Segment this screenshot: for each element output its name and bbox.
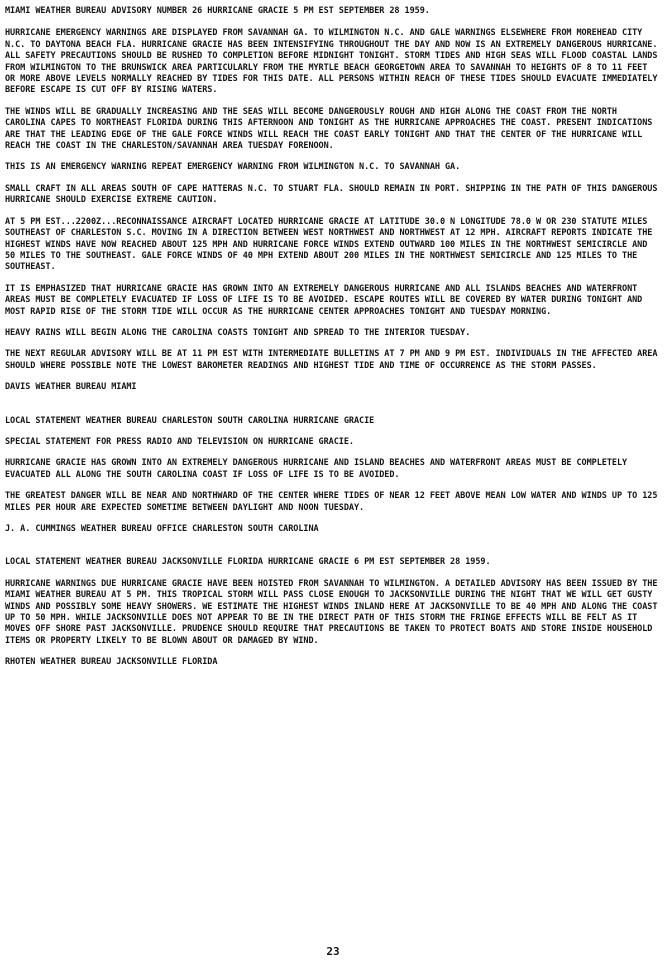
jacksonville-header: LOCAL STATEMENT WEATHER BUREAU JACKSONVILLE FLORIDA HURRICANE GRACIE 6 PM EST SEPTEMBER 28 1959. [5, 557, 491, 568]
advisory-paragraph: SMALL CRAFT IN ALL AREAS SOUTH OF CAPE HATTERAS N.C. TO STUART FLA. SHOULD REMAIN IN PORT. SHIPPING IN THE PATH OF THIS DANGEROUS HURRICANE SHOULD EXERCISE EXTREME CAUTION. [5, 183, 658, 206]
jacksonville-signature: RHOTEN WEATHER BUREAU JACKSONVILLE FLORIDA [5, 657, 218, 668]
advisory-paragraph: HEAVY RAINS WILL BEGIN ALONG THE CAROLINA COASTS TONIGHT AND SPREAD TO THE INTERIOR TUESDAY. [5, 327, 471, 338]
charleston-signature: J. A. CUMMINGS WEATHER BUREAU OFFICE CHARLESTON SOUTH CAROLINA [5, 524, 319, 534]
advisory-paragraph: IT IS EMPHASIZED THAT HURRICANE GRACIE HAS GROWN INTO AN EXTREMELY DANGEROUS HURRICANE AND ALL ISLANDS BEACHES AND WATERFRONT AREAS MUST BE COMPLETELY EVACUATED IF LOSS OF LIFE IS TO BE AVOIDED. ESCAPE ROUTES WILL BE COVERED BY WATER DURING TONIGHT AND MOST RAPID RISE OF THE STORM TIDE WILL OCCUR AS THE HURRICANE CENTER APPROACHES TONIGHT AND TUESDAY MORNING. [5, 283, 643, 317]
advisory-paragraph: AT 5 PM EST...2200Z...RECONNAISSANCE AIRCRAFT LOCATED HURRICANE GRACIE AT LATITUDE 30.0 N LONGITUDE 78.0 W OR 230 STATUTE MILES SOUTHEAST OF CHARLESTON S.C. MOVING IN A DIRECTION BETWEEN WEST NORTHWEST AND NORTHWEST AT 12 MPH. AIRCRAFT REPORTS INDICATE THE HIGHEST WINDS HAVE NOW REACHED ABOUT 125 MPH AND HURRICANE FORCE WINDS EXTEND OUTWARD 100 MILES IN THE NORTHWEST SEMICIRCLE AND 50 MILES TO THE SOUTHEAST. GALE FORCE WINDS OF 40 MPH EXTEND ABOUT 200 MILES IN THE NORTHWEST SEMICIRCLE AND 125 MILES TO THE SOUTHEAST. [5, 216, 653, 273]
jacksonville-statement-section [5, 557, 658, 668]
miami-signature: DAVIS WEATHER BUREAU MIAMI [5, 382, 137, 393]
jacksonville-paragraph: HURRICANE WARNINGS DUE HURRICANE GRACIE HAVE BEEN HOISTED FROM SAVANNAH TO WILMINGTON. A DETAILED ADVISORY HAS BEEN ISSUED BY THE MIAMI WEATHER BUREAU AT 5 PM. THIS TROPICAL STORM WILL PASS CLOSE ENOUGH TO JACKSONVILLE DURING THE NIGHT THAT WE WILL GET GUSTY WINDS AND POSSIBLY SOME HEAVY SHOWERS. WE ESTIMATE THE HIGHEST WINDS INLAND HERE AT JACKSONVILLE TO BE 40 MPH AND ALONG THE COAST UP TO 50 MPH. WHILE JACKSONVILLE DOES NOT APPEAR TO BE IN THE DIRECT PATH OF THIS STORM THE FRINGE EFFECTS WILL BE FELT AS IT MOVES OFF SHORE PAST JACKSONVILLE. PRUDENCE SHOULD REQUIRE THAT PRECAUTIONS BE TAKEN TO PROTECT BOATS AND STORE INSIDE HOUSEHOLD ITEMS OR PROPERTY LIKELY TO BE BLOWN ABOUT OR DAMAGED BY WIND. [5, 578, 658, 646]
page-number: 23 [326, 945, 340, 958]
advisory-paragraph: THIS IS AN EMERGENCY WARNING REPEAT EMERGENCY WARNING FROM WILMINGTON N.C. TO SAVANNAH GA. [5, 162, 461, 173]
charleston-paragraph: SPECIAL STATEMENT FOR PRESS RADIO AND TELEVISION ON HURRICANE GRACIE. [5, 436, 354, 447]
advisory-paragraph: THE NEXT REGULAR ADVISORY WILL BE AT 11 PM EST WITH INTERMEDIATE BULLETINS AT 7 PM AND 9 PM EST. INDIVIDUALS IN THE AFFECTED AREA SHOULD WHERE POSSIBLE NOTE THE LOWEST BAROMETER READINGS AND HIGHEST TIDE AND TIME OF OCCURRENCE AS THE STORM PASSES. [5, 349, 658, 371]
advisory-paragraph: THE WINDS WILL BE GRADUALLY INCREASING AND THE SEAS WILL BECOME DANGEROUSLY ROUGH AND HIGH ALONG THE COAST FROM THE NORTH CAROLINA CAPES TO NORTHEAST FLORIDA DURING THIS AFTERNOON AND TONIGHT AS THE HURRICANE APPROACHES THE COAST. PRESENT INDICATIONS ARE THAT THE LEADING EDGE OF THE GALE FORCE WINDS WILL REACH THE COAST EARLY TONIGHT AND THAT THE CENTER OF THE HURRICANE WILL REACH THE COAST IN THE CHARLESTON/SAVANNAH AREA TUESDAY FORENOON. [5, 106, 653, 152]
miami-advisory-header: MIAMI WEATHER BUREAU ADVISORY NUMBER 26 HURRICANE GRACIE 5 PM EST SEPTEMBER 28 1959. [5, 6, 430, 16]
advisory-paragraph: HURRICANE EMERGENCY WARNINGS ARE DISPLAYED FROM SAVANNAH GA. TO WILMINGTON N.C. AND GALE WARNINGS ELSEWHERE FROM MOREHEAD CITY N.C. TO DAYTONA BEACH FLA. HURRICANE GRACIE HAS BEEN INTENSIFYING THROUGHOUT THE DAY AND NOW IS AN EXTREMELY DANGEROUS HURRICANE. ALL SAFETY PRECAUTIONS SHOULD BE RUSHED TO COMPLETION BEFORE MIDNIGHT TONIGHT. STORM TIDES AND HIGH SEAS WILL FLOOD COASTAL LANDS FROM WILMINGTON TO THE BRUNSWICK AREA PARTICULARLY FROM THE MYRTLE BEACH GEORGETOWN AREA TO SAVANNAH TO HEIGHTS OF 8 TO 11 FEET OR MORE ABOVE LEVELS NORMALLY REACHED BY TIDES FOR THIS DATE. ALL PERSONS WITHIN REACH OF THESE TIDES SHOULD EVACUATE IMMEDIATELY BEFORE ESCAPE IS CUT OFF BY RISING WATERS. [5, 28, 658, 96]
charleston-paragraph: THE GREATEST DANGER WILL BE NEAR AND NORTHWARD OF THE CENTER WHERE TIDES OF NEAR 12 FEET ABOVE MEAN LOW WATER AND WINDS UP TO 125 MILES PER HOUR ARE EXPECTED SOMETIME BETWEEN DAYLIGHT AND NOON TUESDAY. [5, 491, 658, 513]
miami-advisory-section [5, 6, 658, 394]
charleston-paragraph: HURRICANE GRACIE HAS GROWN INTO AN EXTREMELY DANGEROUS HURRICANE AND ISLAND BEACHES AND WATERFRONT AREAS MUST BE COMPLETELY EVACUATED ALL ALONG THE SOUTH CAROLINA COAST IF LOSS OF LIFE IS TO BE AVOIDED. [5, 458, 628, 480]
charleston-header: LOCAL STATEMENT WEATHER BUREAU CHARLESTON SOUTH CAROLINA HURRICANE GRACIE [5, 415, 375, 426]
charleston-statement-section [5, 416, 658, 536]
